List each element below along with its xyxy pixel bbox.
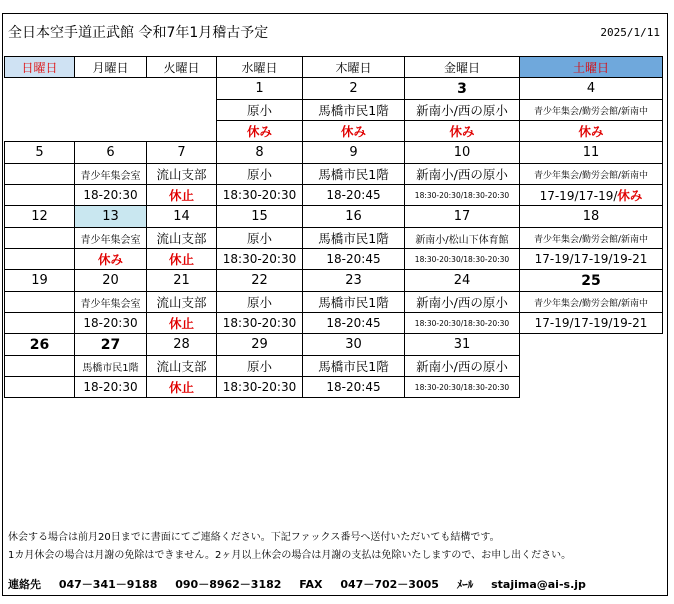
weekday-header: 火曜日 [147, 57, 217, 78]
day-number: 9 [303, 142, 405, 164]
practice-location: 原小 [217, 164, 303, 185]
practice-time: 18-20:45 [303, 313, 405, 334]
practice-time [5, 313, 75, 334]
contact-info [8, 576, 600, 592]
location-row [5, 100, 663, 121]
weekday-header: 木曜日 [303, 57, 405, 78]
practice-location: 新南小/西の原小 [405, 164, 520, 185]
day-number: 4 [520, 78, 663, 100]
practice-location: 馬橋市民1階 [75, 356, 147, 377]
practice-location [5, 292, 75, 313]
day-number: 7 [147, 142, 217, 164]
practice-location: 馬橋市民1階 [303, 356, 405, 377]
practice-location: 馬橋市民1階 [303, 228, 405, 249]
time-row [5, 377, 663, 398]
practice-time: 休止 [147, 185, 217, 206]
practice-time: 18-20:30 [75, 185, 147, 206]
practice-time: 18:30-20:30/18:30-20:30 [405, 249, 520, 270]
day-number-row [5, 270, 663, 292]
practice-time: 18:30-20:30/18:30-20:30 [405, 185, 520, 206]
day-number-row [5, 142, 663, 164]
practice-location: 流山支部 [147, 356, 217, 377]
practice-location [5, 164, 75, 185]
day-number: 26 [5, 334, 75, 356]
day-number: 29 [217, 334, 303, 356]
day-number: 2 [303, 78, 405, 100]
practice-time [147, 121, 217, 142]
day-number: 1 [217, 78, 303, 100]
schedule-calendar [4, 56, 663, 398]
practice-time: 休み [303, 121, 405, 142]
time-range: 17-19/17-19/ [539, 189, 618, 203]
practice-time: 18-20:45 [303, 249, 405, 270]
fax-label: FAX [299, 578, 323, 591]
time-row [5, 121, 663, 142]
weekday-header: 金曜日 [405, 57, 520, 78]
practice-location: 青少年集会/勤労会館/新南中 [520, 228, 663, 249]
day-number: 20 [75, 270, 147, 292]
day-number: 17 [405, 206, 520, 228]
day-number: 19 [5, 270, 75, 292]
practice-location: 原小 [217, 292, 303, 313]
weekday-header: 月曜日 [75, 57, 147, 78]
day-number: 13 [75, 206, 147, 228]
day-number: 27 [75, 334, 147, 356]
practice-time [5, 249, 75, 270]
practice-time: 休み [217, 121, 303, 142]
day-number: 28 [147, 334, 217, 356]
day-number [75, 78, 147, 100]
practice-location [5, 356, 75, 377]
practice-location: 原小 [217, 100, 303, 121]
day-number: 8 [217, 142, 303, 164]
weekday-header: 土曜日 [520, 57, 663, 78]
practice-time: 休止 [147, 377, 217, 398]
issue-date: 2025/1/11 [600, 26, 660, 39]
day-number: 16 [303, 206, 405, 228]
day-number-row [5, 78, 663, 100]
day-number: 30 [303, 334, 405, 356]
practice-time: 18-20:30 [75, 377, 147, 398]
day-number: 23 [303, 270, 405, 292]
practice-location: 馬橋市民1階 [303, 164, 405, 185]
practice-time [75, 121, 147, 142]
practice-location: 流山支部 [147, 164, 217, 185]
practice-location: 新南小/松山下体育館 [405, 228, 520, 249]
practice-location: 新南小/西の原小 [405, 292, 520, 313]
practice-time: 18:30-20:30 [217, 313, 303, 334]
contact-label: 連絡先 [8, 578, 41, 591]
note-line: 1カ月休会の場合は月謝の免除はできません。2ヶ月以上休会の場合は月謝の支払は免除いたしますので、お申し出ください。 [8, 550, 572, 561]
day-number: 10 [405, 142, 520, 164]
day-number-row [5, 334, 663, 356]
practice-time: 18:30-20:30/18:30-20:30 [405, 313, 520, 334]
practice-time [520, 185, 663, 206]
practice-location: 流山支部 [147, 228, 217, 249]
practice-location [147, 100, 217, 121]
practice-time: 17-19/17-19/19-21 [520, 313, 663, 334]
practice-location: 青少年集会室 [75, 292, 147, 313]
practice-time: 18:30-20:30/18:30-20:30 [405, 377, 520, 398]
practice-location: 馬橋市民1階 [303, 292, 405, 313]
practice-time [5, 185, 75, 206]
mail-label: ﾒｰﾙ [456, 578, 474, 591]
day-number: 12 [5, 206, 75, 228]
practice-time: 18-20:45 [303, 185, 405, 206]
day-number [147, 78, 217, 100]
email-address: stajima@ai-s.jp [491, 578, 586, 591]
practice-time [520, 377, 663, 398]
day-number [520, 334, 663, 356]
rest-label: 休み [617, 188, 643, 203]
day-number: 21 [147, 270, 217, 292]
practice-location: 青少年集会/勤労会館/新南中 [520, 292, 663, 313]
day-number: 24 [405, 270, 520, 292]
weekday-header-row [5, 57, 663, 78]
day-number: 14 [147, 206, 217, 228]
day-number: 11 [520, 142, 663, 164]
day-number: 25 [520, 270, 663, 292]
weekday-header: 日曜日 [5, 57, 75, 78]
practice-time: 18:30-20:30 [217, 249, 303, 270]
fax-number: 047－702－3005 [340, 578, 439, 591]
day-number: 3 [405, 78, 520, 100]
note-line: 休会する場合は前月20日までに書面にてご連絡ください。下記ファックス番号へ送付いただいても結構です。 [8, 532, 500, 543]
day-number: 31 [405, 334, 520, 356]
practice-location [5, 100, 75, 121]
practice-time: 休み [520, 121, 663, 142]
mobile-number: 090－8962－3182 [175, 578, 282, 591]
practice-location [75, 100, 147, 121]
practice-time: 17-19/17-19/19-21 [520, 249, 663, 270]
time-row [5, 185, 663, 206]
day-number: 15 [217, 206, 303, 228]
practice-time [5, 121, 75, 142]
practice-location [5, 228, 75, 249]
practice-time: 18:30-20:30 [217, 185, 303, 206]
practice-time: 休止 [147, 249, 217, 270]
practice-location [520, 356, 663, 377]
practice-location: 新南小/西の原小 [405, 100, 520, 121]
day-number [5, 78, 75, 100]
practice-time: 18-20:30 [75, 313, 147, 334]
practice-location: 原小 [217, 228, 303, 249]
practice-location: 青少年集会/勤労会館/新南中 [520, 100, 663, 121]
practice-time: 18:30-20:30 [217, 377, 303, 398]
practice-location: 青少年集会室 [75, 228, 147, 249]
practice-location: 流山支部 [147, 292, 217, 313]
practice-time: 18-20:45 [303, 377, 405, 398]
practice-location: 馬橋市民1階 [303, 100, 405, 121]
practice-time [5, 377, 75, 398]
day-number: 18 [520, 206, 663, 228]
time-row [5, 249, 663, 270]
page-title: 全日本空手道正武館 令和7年1月稽古予定 [8, 25, 269, 41]
location-row [5, 292, 663, 313]
practice-location: 青少年集会室 [75, 164, 147, 185]
time-row [5, 313, 663, 334]
practice-location: 青少年集会/勤労会館/新南中 [520, 164, 663, 185]
day-number: 22 [217, 270, 303, 292]
notes [8, 529, 571, 565]
practice-time: 休み [405, 121, 520, 142]
practice-time: 休止 [147, 313, 217, 334]
practice-location: 原小 [217, 356, 303, 377]
day-number-row [5, 206, 663, 228]
location-row [5, 164, 663, 185]
practice-time: 休み [75, 249, 147, 270]
day-number: 6 [75, 142, 147, 164]
day-number: 5 [5, 142, 75, 164]
practice-location: 新南小/西の原小 [405, 356, 520, 377]
weekday-header: 水曜日 [217, 57, 303, 78]
location-row [5, 228, 663, 249]
phone-number: 047－341－9188 [58, 578, 158, 591]
location-row [5, 356, 663, 377]
